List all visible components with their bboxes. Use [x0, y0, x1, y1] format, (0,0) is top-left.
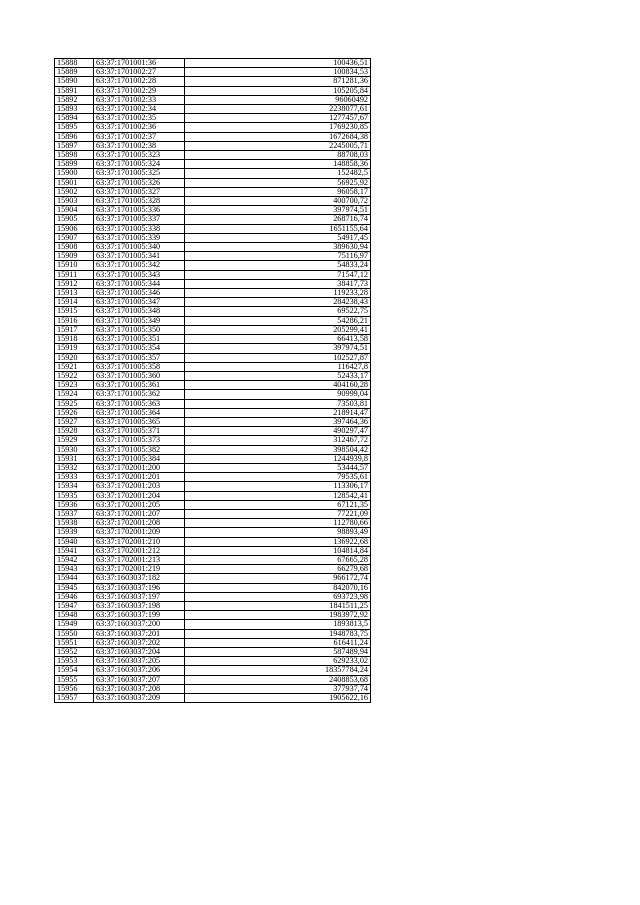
cadastral-value-table	[54, 58, 371, 703]
row-number-cell: 15941	[55, 546, 94, 555]
value-cell: 312467,72	[185, 436, 371, 445]
row-number-cell: 15893	[55, 105, 94, 114]
cadastral-number-cell: 63:37:1701005:340	[94, 243, 185, 252]
row-number-cell: 15891	[55, 86, 94, 95]
cadastral-number-cell: 63:37:1702001:200	[94, 463, 185, 472]
cadastral-number-cell: 63:37:1702001:203	[94, 482, 185, 491]
table-row	[55, 565, 371, 574]
value-cell: 56925,92	[185, 178, 371, 187]
cadastral-number-cell: 63:37:1701005:364	[94, 408, 185, 417]
table-row	[55, 519, 371, 528]
cadastral-number-cell: 63:37:1603037:199	[94, 611, 185, 620]
row-number-cell: 15951	[55, 638, 94, 647]
table-row	[55, 482, 371, 491]
row-number-cell: 15909	[55, 252, 94, 261]
value-cell: 98893,49	[185, 528, 371, 537]
cadastral-number-cell: 63:37:1603037:201	[94, 629, 185, 638]
value-cell: 69522,75	[185, 307, 371, 316]
row-number-cell: 15945	[55, 583, 94, 592]
value-cell: 397974,51	[185, 206, 371, 215]
table-row	[55, 86, 371, 95]
row-number-cell: 15892	[55, 95, 94, 104]
row-number-cell: 15888	[55, 59, 94, 68]
table-body	[55, 59, 371, 703]
value-cell: 1983972,92	[185, 611, 371, 620]
row-number-cell: 15905	[55, 215, 94, 224]
value-cell: 128542,41	[185, 491, 371, 500]
cadastral-number-cell: 63:37:1701005:326	[94, 178, 185, 187]
cadastral-number-cell: 63:37:1701002:37	[94, 132, 185, 141]
row-number-cell: 15956	[55, 684, 94, 693]
table-row	[55, 694, 371, 703]
value-cell: 54833,24	[185, 261, 371, 270]
value-cell: 90999,04	[185, 390, 371, 399]
row-number-cell: 15947	[55, 601, 94, 610]
value-cell: 116427,8	[185, 362, 371, 371]
row-number-cell: 15954	[55, 666, 94, 675]
table-row	[55, 215, 371, 224]
table-row	[55, 270, 371, 279]
table-row	[55, 427, 371, 436]
value-cell: 389630,94	[185, 243, 371, 252]
value-cell: 79535,61	[185, 473, 371, 482]
value-cell: 377937,74	[185, 684, 371, 693]
table-row	[55, 500, 371, 509]
cadastral-number-cell: 63:37:1701005:341	[94, 252, 185, 261]
cadastral-number-cell: 63:37:1701005:361	[94, 381, 185, 390]
value-cell: 102527,87	[185, 353, 371, 362]
value-cell: 96060492	[185, 95, 371, 104]
row-number-cell: 15889	[55, 68, 94, 77]
cadastral-number-cell: 63:37:1603037:207	[94, 675, 185, 684]
row-number-cell: 15931	[55, 454, 94, 463]
value-cell: 398504,42	[185, 445, 371, 454]
value-cell: 88708,03	[185, 151, 371, 160]
row-number-cell: 15920	[55, 353, 94, 362]
row-number-cell: 15897	[55, 141, 94, 150]
cadastral-number-cell: 63:37:1701005:336	[94, 206, 185, 215]
cadastral-number-cell: 63:37:1603037:202	[94, 638, 185, 647]
row-number-cell: 15946	[55, 592, 94, 601]
value-cell: 54286,21	[185, 316, 371, 325]
value-cell: 105205,84	[185, 86, 371, 95]
cadastral-number-cell: 63:37:1702001:212	[94, 546, 185, 555]
cadastral-number-cell: 63:37:1701005:351	[94, 335, 185, 344]
table-row	[55, 151, 371, 160]
table-row	[55, 325, 371, 334]
value-cell: 1244939,8	[185, 454, 371, 463]
table-row	[55, 629, 371, 638]
table-row	[55, 463, 371, 472]
cadastral-number-cell: 63:37:1701005:339	[94, 233, 185, 242]
value-cell: 67121,35	[185, 500, 371, 509]
row-number-cell: 15898	[55, 151, 94, 160]
row-number-cell: 15912	[55, 279, 94, 288]
value-cell: 113306,17	[185, 482, 371, 491]
table-row	[55, 648, 371, 657]
row-number-cell: 15948	[55, 611, 94, 620]
value-cell: 77221,09	[185, 509, 371, 518]
table-row	[55, 141, 371, 150]
cadastral-number-cell: 63:37:1701002:36	[94, 123, 185, 132]
cadastral-number-cell: 63:37:1701001:36	[94, 59, 185, 68]
cadastral-number-cell: 63:37:1701005:362	[94, 390, 185, 399]
cadastral-number-cell: 63:37:1702001:209	[94, 528, 185, 537]
table-row	[55, 390, 371, 399]
row-number-cell: 15899	[55, 160, 94, 169]
row-number-cell: 15957	[55, 694, 94, 703]
cadastral-number-cell: 63:37:1701002:29	[94, 86, 185, 95]
value-cell: 100436,51	[185, 59, 371, 68]
row-number-cell: 15952	[55, 648, 94, 657]
value-cell: 1277457,67	[185, 114, 371, 123]
table-row	[55, 574, 371, 583]
cadastral-number-cell: 63:37:1701002:27	[94, 68, 185, 77]
row-number-cell: 15921	[55, 362, 94, 371]
cadastral-number-cell: 63:37:1603037:182	[94, 574, 185, 583]
row-number-cell: 15928	[55, 427, 94, 436]
cadastral-number-cell: 63:37:1701005:327	[94, 187, 185, 196]
cadastral-number-cell: 63:37:1603037:200	[94, 620, 185, 629]
table-row	[55, 583, 371, 592]
value-cell: 52433,17	[185, 371, 371, 380]
cadastral-number-cell: 63:37:1701005:358	[94, 362, 185, 371]
table-row	[55, 169, 371, 178]
table-row	[55, 243, 371, 252]
table-row	[55, 666, 371, 675]
row-number-cell: 15935	[55, 491, 94, 500]
value-cell: 148858,36	[185, 160, 371, 169]
cadastral-number-cell: 63:37:1701005:346	[94, 289, 185, 298]
value-cell: 284238,43	[185, 298, 371, 307]
table-row	[55, 252, 371, 261]
cadastral-number-cell: 63:37:1702001:210	[94, 537, 185, 546]
cadastral-number-cell: 63:37:1701005:350	[94, 325, 185, 334]
value-cell: 104814,84	[185, 546, 371, 555]
cadastral-number-cell: 63:37:1701005:357	[94, 353, 185, 362]
value-cell: 587489,94	[185, 648, 371, 657]
cadastral-number-cell: 63:37:1701002:28	[94, 77, 185, 86]
value-cell: 73503,81	[185, 399, 371, 408]
cadastral-number-cell: 63:37:1701005:349	[94, 316, 185, 325]
table-row	[55, 638, 371, 647]
value-cell: 205299,41	[185, 325, 371, 334]
table-row	[55, 279, 371, 288]
cadastral-number-cell: 63:37:1603037:208	[94, 684, 185, 693]
table-row	[55, 114, 371, 123]
row-number-cell: 15953	[55, 657, 94, 666]
row-number-cell: 15890	[55, 77, 94, 86]
value-cell: 54917,45	[185, 233, 371, 242]
row-number-cell: 15937	[55, 509, 94, 518]
value-cell: 67665,28	[185, 555, 371, 564]
row-number-cell: 15933	[55, 473, 94, 482]
value-cell: 112780,66	[185, 519, 371, 528]
value-cell: 66279,68	[185, 565, 371, 574]
row-number-cell: 15901	[55, 178, 94, 187]
table-row	[55, 362, 371, 371]
value-cell: 218914,47	[185, 408, 371, 417]
table-row	[55, 528, 371, 537]
row-number-cell: 15900	[55, 169, 94, 178]
table-row	[55, 454, 371, 463]
cadastral-number-cell: 63:37:1701005:328	[94, 197, 185, 206]
cadastral-number-cell: 63:37:1603037:198	[94, 601, 185, 610]
cadastral-number-cell: 63:37:1701005:325	[94, 169, 185, 178]
row-number-cell: 15923	[55, 381, 94, 390]
row-number-cell: 15910	[55, 261, 94, 270]
row-number-cell: 15918	[55, 335, 94, 344]
cadastral-number-cell: 63:37:1701005:365	[94, 417, 185, 426]
row-number-cell: 15903	[55, 197, 94, 206]
row-number-cell: 15895	[55, 123, 94, 132]
cadastral-number-cell: 63:37:1603037:209	[94, 694, 185, 703]
value-cell: 96058,17	[185, 187, 371, 196]
row-number-cell: 15939	[55, 528, 94, 537]
row-number-cell: 15916	[55, 316, 94, 325]
table-row	[55, 353, 371, 362]
table-row	[55, 160, 371, 169]
table-row	[55, 546, 371, 555]
cadastral-number-cell: 63:37:1701005:373	[94, 436, 185, 445]
row-number-cell: 15936	[55, 500, 94, 509]
value-cell: 18357784,24	[185, 666, 371, 675]
table-row	[55, 298, 371, 307]
value-cell: 616411,24	[185, 638, 371, 647]
row-number-cell: 15940	[55, 537, 94, 546]
value-cell: 397464,36	[185, 417, 371, 426]
row-number-cell: 15907	[55, 233, 94, 242]
table-row	[55, 261, 371, 270]
cadastral-number-cell: 63:37:1701005:337	[94, 215, 185, 224]
table-row	[55, 509, 371, 518]
table-row	[55, 555, 371, 564]
cadastral-number-cell: 63:37:1702001:204	[94, 491, 185, 500]
table-row	[55, 77, 371, 86]
table-row	[55, 187, 371, 196]
row-number-cell: 15925	[55, 399, 94, 408]
value-cell: 871281,36	[185, 77, 371, 86]
cadastral-number-cell: 63:37:1702001:219	[94, 565, 185, 574]
cadastral-number-cell: 63:37:1701005:384	[94, 454, 185, 463]
row-number-cell: 15904	[55, 206, 94, 215]
table-row	[55, 224, 371, 233]
table-row	[55, 344, 371, 353]
value-cell: 693723,98	[185, 592, 371, 601]
cadastral-number-cell: 63:37:1701002:33	[94, 95, 185, 104]
table-row	[55, 657, 371, 666]
value-cell: 1948783,75	[185, 629, 371, 638]
value-cell: 1672684,38	[185, 132, 371, 141]
row-number-cell: 15943	[55, 565, 94, 574]
row-number-cell: 15896	[55, 132, 94, 141]
row-number-cell: 15942	[55, 555, 94, 564]
cadastral-number-cell: 63:37:1603037:204	[94, 648, 185, 657]
cadastral-number-cell: 63:37:1701005:347	[94, 298, 185, 307]
row-number-cell: 15913	[55, 289, 94, 298]
cadastral-number-cell: 63:37:1702001:201	[94, 473, 185, 482]
value-cell: 100834,53	[185, 68, 371, 77]
cadastral-number-cell: 63:37:1701005:360	[94, 371, 185, 380]
row-number-cell: 15930	[55, 445, 94, 454]
table-row	[55, 592, 371, 601]
table-row	[55, 197, 371, 206]
cadastral-number-cell: 63:37:1701005:343	[94, 270, 185, 279]
value-cell: 2245005,71	[185, 141, 371, 150]
row-number-cell: 15915	[55, 307, 94, 316]
row-number-cell: 15922	[55, 371, 94, 380]
table-row	[55, 68, 371, 77]
cadastral-number-cell: 63:37:1603037:205	[94, 657, 185, 666]
table-row	[55, 436, 371, 445]
row-number-cell: 15906	[55, 224, 94, 233]
value-cell: 404160,28	[185, 381, 371, 390]
cadastral-number-cell: 63:37:1701005:382	[94, 445, 185, 454]
row-number-cell: 15934	[55, 482, 94, 491]
table-row	[55, 445, 371, 454]
table-row	[55, 233, 371, 242]
value-cell: 2238077,61	[185, 105, 371, 114]
cadastral-number-cell: 63:37:1701005:371	[94, 427, 185, 436]
row-number-cell: 15950	[55, 629, 94, 638]
cadastral-number-cell: 63:37:1702001:207	[94, 509, 185, 518]
cadastral-number-cell: 63:37:1701005:323	[94, 151, 185, 160]
table-row	[55, 95, 371, 104]
row-number-cell: 15938	[55, 519, 94, 528]
value-cell: 75116,97	[185, 252, 371, 261]
table-row	[55, 132, 371, 141]
table-row	[55, 611, 371, 620]
cadastral-number-cell: 63:37:1701005:324	[94, 160, 185, 169]
value-cell: 53444,57	[185, 463, 371, 472]
table-row	[55, 123, 371, 132]
table-row	[55, 417, 371, 426]
cadastral-number-cell: 63:37:1701002:34	[94, 105, 185, 114]
row-number-cell: 15924	[55, 390, 94, 399]
value-cell: 71547,12	[185, 270, 371, 279]
value-cell: 1841511,25	[185, 601, 371, 610]
value-cell: 1905622,16	[185, 694, 371, 703]
value-cell: 400700,72	[185, 197, 371, 206]
row-number-cell: 15929	[55, 436, 94, 445]
value-cell: 38417,73	[185, 279, 371, 288]
row-number-cell: 15927	[55, 417, 94, 426]
value-cell: 268716,74	[185, 215, 371, 224]
value-cell: 966172,74	[185, 574, 371, 583]
value-cell: 397974,51	[185, 344, 371, 353]
value-cell: 2408853,68	[185, 675, 371, 684]
table-row	[55, 316, 371, 325]
table-row	[55, 105, 371, 114]
cadastral-number-cell: 63:37:1603037:206	[94, 666, 185, 675]
table-row	[55, 381, 371, 390]
cadastral-number-cell: 63:37:1603037:196	[94, 583, 185, 592]
cadastral-number-cell: 63:37:1702001:213	[94, 555, 185, 564]
table-row	[55, 206, 371, 215]
table-row	[55, 491, 371, 500]
row-number-cell: 15914	[55, 298, 94, 307]
cadastral-number-cell: 63:37:1702001:208	[94, 519, 185, 528]
value-cell: 1769230,85	[185, 123, 371, 132]
cadastral-number-cell: 63:37:1603037:197	[94, 592, 185, 601]
row-number-cell: 15917	[55, 325, 94, 334]
table-row	[55, 59, 371, 68]
value-cell: 1893813,5	[185, 620, 371, 629]
value-cell: 119233,28	[185, 289, 371, 298]
value-cell: 490297,47	[185, 427, 371, 436]
cadastral-number-cell: 63:37:1702001:205	[94, 500, 185, 509]
table-row	[55, 307, 371, 316]
table-row	[55, 473, 371, 482]
row-number-cell: 15944	[55, 574, 94, 583]
cadastral-number-cell: 63:37:1701005:348	[94, 307, 185, 316]
row-number-cell: 15902	[55, 187, 94, 196]
row-number-cell: 15894	[55, 114, 94, 123]
cadastral-number-cell: 63:37:1701005:342	[94, 261, 185, 270]
table-row	[55, 399, 371, 408]
cadastral-number-cell: 63:37:1701002:38	[94, 141, 185, 150]
table-row	[55, 335, 371, 344]
value-cell: 66413,58	[185, 335, 371, 344]
table-row	[55, 684, 371, 693]
table-row	[55, 408, 371, 417]
row-number-cell: 15949	[55, 620, 94, 629]
value-cell: 152482,5	[185, 169, 371, 178]
value-cell: 136922,68	[185, 537, 371, 546]
table-row	[55, 289, 371, 298]
row-number-cell: 15926	[55, 408, 94, 417]
cadastral-number-cell: 63:37:1701002:35	[94, 114, 185, 123]
table-row	[55, 620, 371, 629]
row-number-cell: 15932	[55, 463, 94, 472]
table-row	[55, 675, 371, 684]
row-number-cell: 15911	[55, 270, 94, 279]
table-row	[55, 537, 371, 546]
cadastral-number-cell: 63:37:1701005:354	[94, 344, 185, 353]
value-cell: 1651155,64	[185, 224, 371, 233]
table-row	[55, 178, 371, 187]
cadastral-number-cell: 63:37:1701005:363	[94, 399, 185, 408]
row-number-cell: 15908	[55, 243, 94, 252]
value-cell: 842070,16	[185, 583, 371, 592]
cadastral-number-cell: 63:37:1701005:344	[94, 279, 185, 288]
table-row	[55, 601, 371, 610]
row-number-cell: 15955	[55, 675, 94, 684]
table-row	[55, 371, 371, 380]
row-number-cell: 15919	[55, 344, 94, 353]
cadastral-number-cell: 63:37:1701005:338	[94, 224, 185, 233]
value-cell: 629233,02	[185, 657, 371, 666]
